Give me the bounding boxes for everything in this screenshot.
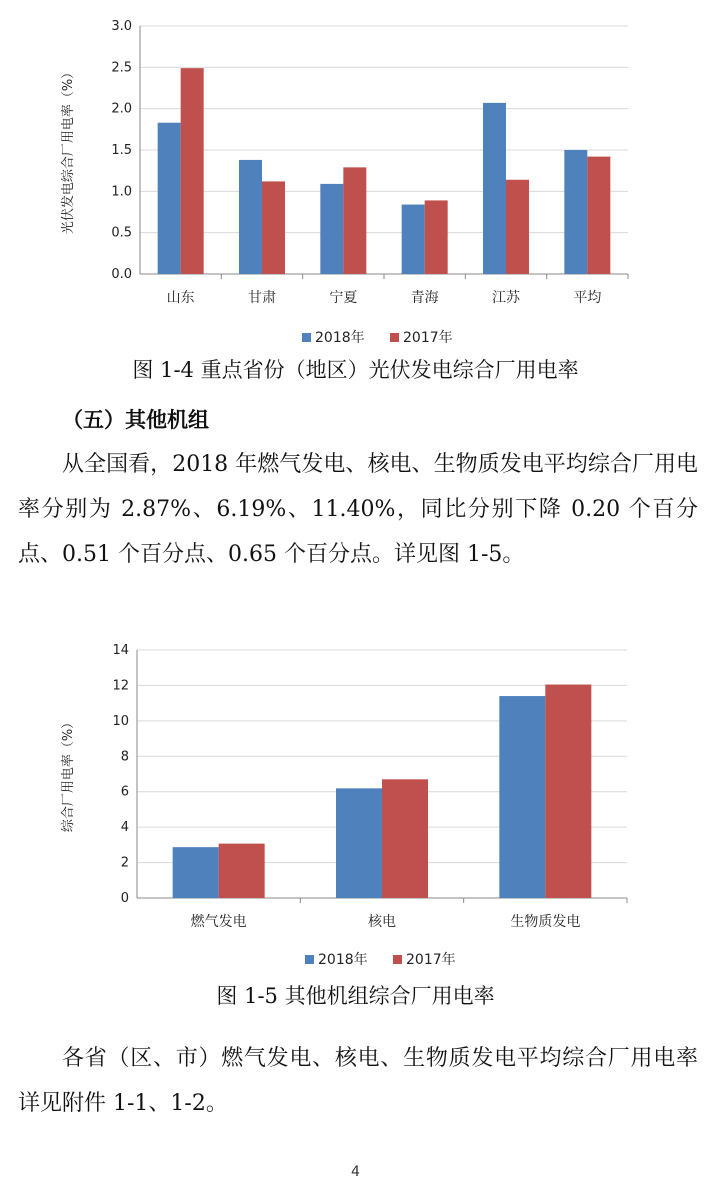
y-tick-label: 14 — [112, 643, 129, 658]
y-axis-title: 综合厂用电率（%） — [61, 715, 76, 833]
paragraph-appendix-ref: 各省（区、市）燃气发电、核电、生物质发电平均综合厂用电率详见附件 1-1、1-2。 — [18, 1046, 698, 1116]
legend-label: 2018年 — [315, 330, 365, 346]
bar-2018 — [336, 788, 382, 898]
bar-2017 — [382, 779, 428, 898]
bar-2017 — [262, 181, 285, 274]
y-tick-label: 0.0 — [111, 267, 132, 282]
figure-caption-1-4: 图 1-4 重点省份（地区）光伏发电综合厂用电率 — [132, 358, 579, 382]
chart-pv-power-consumption — [0, 10, 711, 350]
legend-label: 2017年 — [403, 330, 453, 346]
legend-swatch — [305, 955, 314, 964]
legend-label: 2017年 — [406, 952, 456, 968]
figure-caption-1-5: 图 1-5 其他机组综合厂用电率 — [216, 984, 495, 1008]
y-tick-label: 8 — [120, 749, 129, 765]
legend-swatch — [393, 955, 402, 964]
bar-2018 — [483, 103, 506, 274]
y-tick-label: 1.5 — [111, 143, 132, 158]
y-tick-label: 4 — [120, 820, 129, 836]
bar-2018 — [158, 123, 181, 274]
y-tick-label: 3.0 — [111, 19, 132, 34]
y-tick-label: 0.5 — [111, 225, 132, 241]
bar-2017 — [219, 844, 265, 898]
x-category-label: 宁夏 — [329, 290, 358, 306]
bar-2017 — [425, 200, 448, 274]
legend-swatch — [302, 333, 311, 342]
x-category-label: 燃气发电 — [190, 914, 247, 930]
x-category-label: 生物质发电 — [510, 914, 581, 930]
x-category-label: 核电 — [368, 914, 396, 930]
bar-2017 — [587, 157, 610, 274]
x-category-label: 甘肃 — [248, 290, 276, 306]
y-tick-label: 0 — [120, 891, 129, 906]
x-category-label: 青海 — [410, 290, 439, 306]
bar-2018 — [320, 184, 343, 274]
y-axis-title: 光伏发电综合厂用电率（%） — [61, 65, 76, 235]
y-tick-label: 2.0 — [111, 101, 132, 117]
bar-2017 — [181, 68, 204, 274]
bar-2017 — [545, 685, 591, 898]
chart-other-units-consumption — [0, 636, 711, 976]
y-tick-label: 2 — [120, 855, 129, 871]
y-tick-label: 1.0 — [111, 184, 132, 200]
section-heading: （五）其他机组 — [62, 408, 209, 432]
x-category-label: 山东 — [166, 290, 195, 306]
y-tick-label: 10 — [112, 713, 129, 729]
x-category-label: 江苏 — [492, 290, 520, 306]
page-number: 4 — [351, 1164, 360, 1180]
x-category-label: 平均 — [573, 290, 602, 306]
bar-2018 — [173, 847, 219, 898]
bar-2017 — [343, 167, 366, 274]
y-tick-label: 12 — [112, 678, 129, 694]
bar-2018 — [564, 150, 587, 274]
legend-label: 2018年 — [318, 952, 368, 968]
y-tick-label: 6 — [120, 784, 129, 800]
bar-2018 — [499, 696, 545, 898]
paragraph-summary: 从全国看，2018 年燃气发电、核电、生物质发电平均综合厂用电率分别为 2.87%、6.19%、11.40%，同比分别下降 0.20 个百分点、0.51 个百分点、0.65 个百分点。详见图 1-5。 — [18, 452, 698, 567]
legend-swatch — [390, 333, 399, 342]
bar-2017 — [506, 180, 529, 274]
y-tick-label: 2.5 — [111, 60, 132, 76]
bar-2018 — [402, 205, 425, 274]
bar-2018 — [239, 160, 262, 274]
